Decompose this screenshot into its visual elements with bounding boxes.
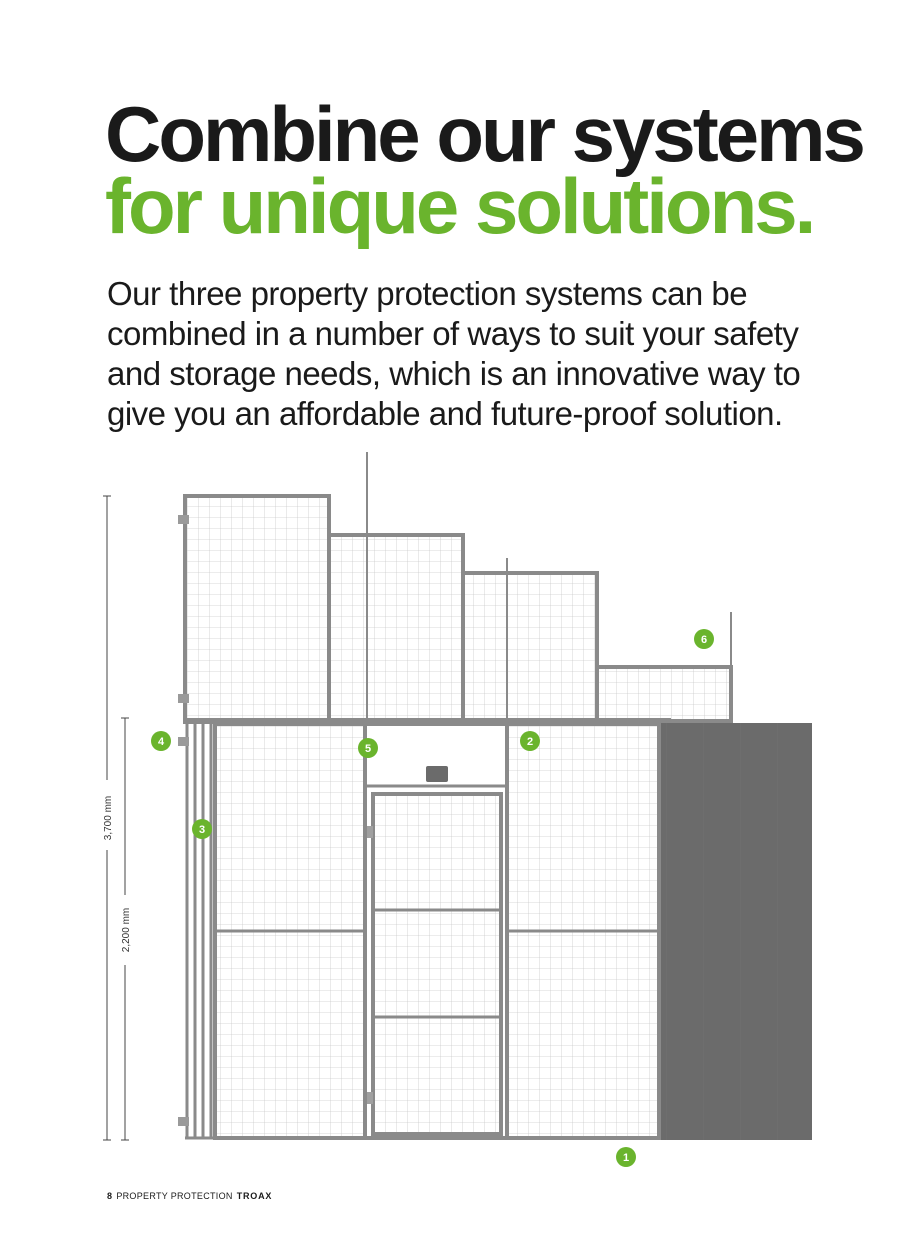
intro-paragraph: Our three property protection systems can be combined in a number of ways to suit your safety and storage needs, which is an innovative way to give you an affordable and future-proof solution. <box>107 275 801 432</box>
upper-panels <box>185 496 731 721</box>
solid-panel <box>659 723 812 1140</box>
page-footer <box>107 1191 272 1201</box>
door-hinge <box>367 826 373 838</box>
callout-5 <box>358 738 378 758</box>
dimension-label-lower: 2,200 mm <box>121 907 132 953</box>
door-hinge <box>367 1092 373 1104</box>
svg-text:6: 6 <box>700 634 708 646</box>
lower-right-section <box>507 724 659 1138</box>
lower-left-section <box>215 724 365 1138</box>
svg-text:5: 5 <box>364 743 372 755</box>
page-headline <box>105 90 905 250</box>
door-leaf <box>373 794 501 1134</box>
svg-text:3: 3 <box>198 824 206 836</box>
svg-text:1: 1 <box>622 1152 630 1164</box>
upper-panel-1 <box>185 496 329 721</box>
door-lock <box>426 766 448 782</box>
footer-brand: TROAX <box>236 1191 273 1201</box>
svg-text:4: 4 <box>157 736 165 748</box>
callout-1 <box>616 1147 636 1167</box>
footer-section: PROPERTY PROTECTION <box>116 1191 233 1201</box>
upper-panel-3 <box>463 573 597 721</box>
callout-4 <box>151 731 171 751</box>
svg-text:2: 2 <box>526 736 534 748</box>
callout-6 <box>694 629 714 649</box>
callout-2 <box>520 731 540 751</box>
headline-line-1: Combine our systems <box>105 90 863 178</box>
mesh-partition-drawing <box>0 440 919 1180</box>
sliding-panel-stack <box>185 724 217 1138</box>
upper-panel-4 <box>597 667 731 721</box>
headline-line-2: for unique solutions. <box>105 162 814 250</box>
upper-panel-2 <box>329 535 463 721</box>
callout-3 <box>192 819 212 839</box>
door-section <box>365 724 507 1138</box>
page-number: 8 <box>107 1191 113 1201</box>
dimension-label-total: 3,700 mm <box>103 795 114 841</box>
